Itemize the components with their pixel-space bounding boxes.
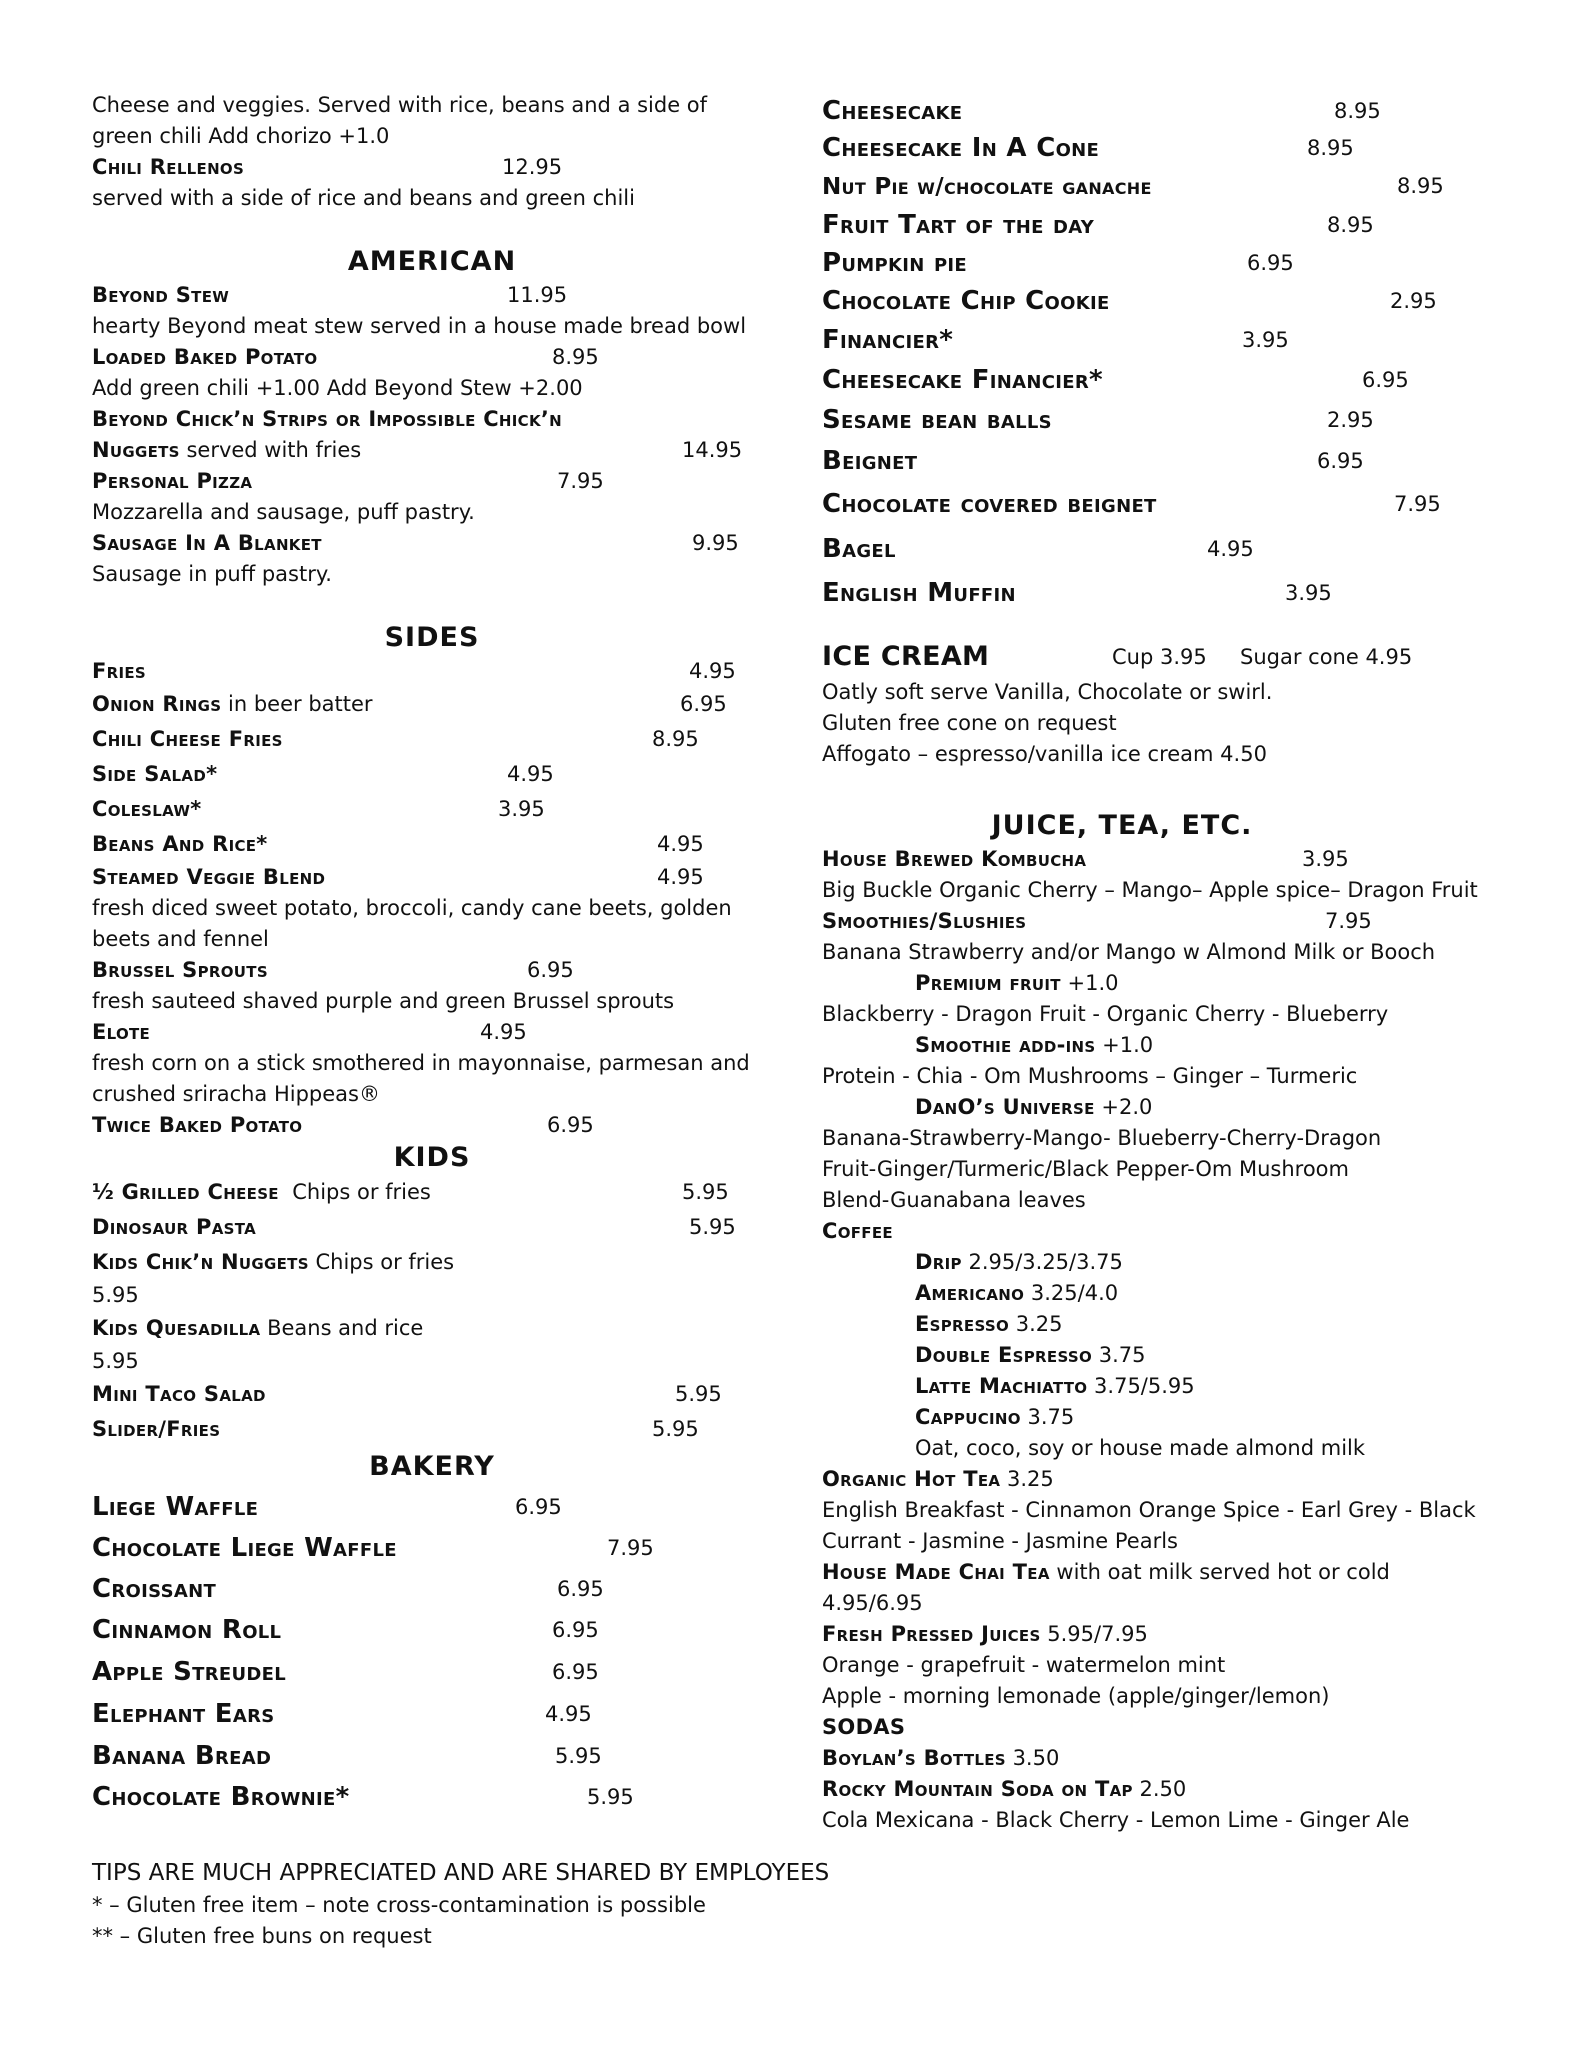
item-description: Protein - Chia - Om Mushrooms – Ginger – Turmeric xyxy=(822,1064,1358,1088)
item-name: House Brewed Kombucha xyxy=(822,847,1087,871)
menu-item xyxy=(822,571,1522,615)
item-note: Chips or fries xyxy=(315,1250,455,1274)
item-price: 5.95 xyxy=(92,1349,139,1373)
item-name: Dinosaur Pasta xyxy=(92,1215,256,1239)
item-description: Big Buckle Organic Cherry – Mango– Apple spice– Dragon Fruit xyxy=(822,878,1478,902)
item-name: Brussel Sprouts xyxy=(92,958,268,982)
item-name: Boylan’s Bottles xyxy=(822,1746,1006,1770)
menu-item-chili-rellenos xyxy=(92,152,772,183)
item-name: Cheesecake Financier* xyxy=(822,365,1103,395)
item-price: 7.95 xyxy=(1394,492,1441,516)
item-price: 6.95 xyxy=(680,692,727,716)
item-name: Americano xyxy=(915,1281,1025,1305)
item-name: Beyond Stew xyxy=(92,283,230,307)
item-price: 3.95 xyxy=(1302,847,1349,871)
item-description: Banana Strawberry and/or Mango w Almond Milk or Booch xyxy=(822,940,1436,964)
coffee-item xyxy=(822,1309,1522,1340)
menu-item xyxy=(92,1017,772,1048)
item-price: 5.95 xyxy=(587,1785,634,1809)
menu-item xyxy=(822,360,1522,400)
menu-item xyxy=(822,282,1522,320)
menu-item xyxy=(92,792,772,827)
item-name: Double Espresso xyxy=(915,1343,1093,1367)
item-description: fresh sauteed shaved purple and green Brussel sprouts xyxy=(92,989,675,1013)
menu-item-rocky-mountain xyxy=(822,1774,1522,1805)
item-description: Blackberry - Dragon Fruit - Organic Cherry - Blueberry xyxy=(822,1002,1389,1026)
ice-cream-heading-row xyxy=(822,637,1522,677)
section-heading-american: AMERICAN xyxy=(347,246,517,277)
menu-item xyxy=(92,955,772,986)
item-price: 7.95 xyxy=(1325,909,1372,933)
menu-item xyxy=(92,1651,772,1693)
menu-item xyxy=(822,244,1522,282)
menu-item xyxy=(92,1777,772,1817)
item-name: Cheesecake xyxy=(822,96,963,126)
item-note: in beer batter xyxy=(228,692,373,716)
item-note: with oat milk served hot or cold xyxy=(1056,1560,1390,1584)
item-price: 8.95 xyxy=(1307,136,1354,160)
item-price: 14.95 xyxy=(682,438,743,462)
ice-cream-line: Oatly soft serve Vanilla, Chocolate or swirl. xyxy=(822,680,1273,704)
gluten-free-note: * – Gluten free item – note cross-contamination is possible xyxy=(92,1893,706,1917)
item-price: 3.50 xyxy=(1012,1746,1060,1770)
menu-item xyxy=(92,1175,772,1210)
menu-item-hot-tea xyxy=(822,1464,1522,1495)
menu-item xyxy=(92,687,772,722)
item-price: 3.95 xyxy=(1285,581,1332,605)
menu-item xyxy=(822,400,1522,441)
item-price: 2.95 xyxy=(1390,289,1437,313)
item-price: 6.95 xyxy=(1317,449,1364,473)
item-price: 6.95 xyxy=(547,1113,594,1137)
item-name: Bagel xyxy=(822,534,896,564)
coffee-milk-options: Oat, coco, soy or house made almond milk xyxy=(915,1436,1366,1460)
menu-item xyxy=(822,527,1522,571)
menu-item xyxy=(822,441,1522,482)
section-heading-kids: KIDS xyxy=(393,1142,471,1173)
item-description: Banana-Strawberry-Mango- Blueberry-Cherry-Dragon Fruit-Ginger/Turmeric/Black Pepper-Om Mushroom Blend-Guanabana leaves xyxy=(822,1126,1382,1212)
item-name: Fries xyxy=(92,659,147,683)
item-price: 8.95 xyxy=(652,727,699,751)
item-description: Mozzarella and sausage, puff pastry. xyxy=(92,500,475,524)
menu-item xyxy=(92,1609,772,1651)
menu-item xyxy=(92,1527,772,1569)
item-name: Premium fruit xyxy=(915,971,1061,995)
cone-price: Sugar cone 4.95 xyxy=(1240,645,1413,669)
item-name: Coffee xyxy=(822,1219,893,1243)
menu-item xyxy=(92,656,772,687)
item-price: 3.95 xyxy=(1242,328,1289,352)
item-note: served with fries xyxy=(186,438,362,462)
item-name: SODAS xyxy=(822,1715,906,1739)
menu-item xyxy=(822,130,1522,166)
item-price: 5.95 xyxy=(689,1215,736,1239)
menu-item-premium-fruit xyxy=(822,968,1522,999)
cup-price: Cup 3.95 xyxy=(1112,645,1207,669)
menu-item xyxy=(822,320,1522,360)
item-name: Cappucino xyxy=(915,1405,1021,1429)
item-price: 6.95 xyxy=(552,1618,599,1642)
item-price: 7.95 xyxy=(607,1536,654,1560)
item-price: 6.95 xyxy=(515,1495,562,1519)
item-name: Rocky Mountain Soda on Tap xyxy=(822,1777,1133,1801)
item-name: Pumpkin pie xyxy=(822,248,968,278)
menu-item xyxy=(92,862,772,893)
item-price: 3.75 xyxy=(1098,1343,1146,1367)
item-price: 12.95 xyxy=(502,155,563,179)
item-price: 8.95 xyxy=(1397,174,1444,198)
menu-item xyxy=(92,1735,772,1777)
item-price: 5.95 xyxy=(92,1283,139,1307)
menu-item xyxy=(822,92,1522,130)
menu-item xyxy=(92,722,772,757)
item-price: 5.95/7.95 xyxy=(1047,1622,1148,1646)
coffee-item xyxy=(822,1247,1522,1278)
item-name: Chocolate covered beignet xyxy=(822,489,1157,519)
item-name: Drip xyxy=(915,1250,962,1274)
item-price: +2.0 xyxy=(1101,1095,1153,1119)
item-name: Personal Pizza xyxy=(92,469,253,493)
menu-item-smoothies xyxy=(822,906,1522,937)
item-name: Slider/Fries xyxy=(92,1417,221,1441)
item-price: 5.95 xyxy=(555,1744,602,1768)
item-name: Organic Hot Tea xyxy=(822,1467,1001,1491)
item-name: Fresh Pressed Juices xyxy=(822,1622,1041,1646)
item-price: 4.95/6.95 xyxy=(822,1591,923,1615)
coffee-item xyxy=(822,1278,1522,1309)
item-name: Kids Quesadilla xyxy=(92,1316,261,1340)
item-price: 11.95 xyxy=(507,283,568,307)
item-description: Orange - grapefruit - watermelon mint xyxy=(822,1653,1226,1677)
menu-item xyxy=(92,1245,772,1280)
footer xyxy=(92,1856,992,1952)
item-price: 3.75 xyxy=(1027,1405,1075,1429)
item-name: Chili Cheese Fries xyxy=(92,727,283,751)
item-name: Chili Rellenos xyxy=(92,155,245,179)
item-description: hearty Beyond meat stew served in a house made bread bowl xyxy=(92,314,747,338)
item-note: Beans and rice xyxy=(267,1316,424,1340)
item-price: 3.75/5.95 xyxy=(1094,1374,1195,1398)
item-price: 7.95 xyxy=(557,469,604,493)
item-price: 4.95 xyxy=(545,1702,592,1726)
item-name: Nut Pie w/chocolate ganache xyxy=(822,174,1152,200)
item-name: Financier* xyxy=(822,325,954,355)
menu-item xyxy=(92,1693,772,1735)
item-price: 6.95 xyxy=(552,1660,599,1684)
item-name: Beyond Chick’n Strips or Impossible Chick’n xyxy=(92,407,563,431)
item-name: Elote xyxy=(92,1020,151,1044)
item-name: Twice Baked Potato xyxy=(92,1113,303,1137)
item-price: +1.0 xyxy=(1102,1033,1154,1057)
item-name: Chocolate Brownie* xyxy=(92,1782,350,1812)
item-name: Chocolate Liege Waffle xyxy=(92,1533,397,1563)
item-name: House Made Chai Tea xyxy=(822,1560,1050,1584)
item-price: 4.95 xyxy=(689,659,736,683)
item-name: Elephant Ears xyxy=(92,1699,275,1729)
menu-item-kombucha xyxy=(822,844,1522,875)
item-name: Espresso xyxy=(915,1312,1010,1336)
item-price: +1.0 xyxy=(1067,971,1119,995)
menu-item-danos-universe xyxy=(822,1092,1522,1123)
item-price: 8.95 xyxy=(1327,213,1374,237)
gluten-free-buns-note: ** – Gluten free buns on request xyxy=(92,1924,432,1948)
item-price: 5.95 xyxy=(652,1417,699,1441)
menu-item xyxy=(92,1210,772,1245)
item-description: Add green chili +1.00 Add Beyond Stew +2.00 xyxy=(92,376,583,400)
item-note: Chips or fries xyxy=(292,1180,431,1204)
menu-item-juices xyxy=(822,1619,1522,1650)
item-price: 2.95/3.25/3.75 xyxy=(968,1250,1123,1274)
item-price: 4.95 xyxy=(657,832,704,856)
item-name: Apple Streudel xyxy=(92,1657,287,1687)
item-price: 6.95 xyxy=(527,958,574,982)
item-name: Banana Bread xyxy=(92,1741,272,1771)
menu-item xyxy=(92,1377,772,1412)
menu-item xyxy=(92,404,772,435)
menu-item-continued xyxy=(92,435,772,466)
item-price: 2.50 xyxy=(1139,1777,1187,1801)
item-name: Sesame bean balls xyxy=(822,405,1052,435)
section-heading-juice: JUICE, TEA, ETC. xyxy=(991,810,1253,841)
item-price: 6.95 xyxy=(1247,251,1294,275)
item-description: served with a side of rice and beans and green chili xyxy=(92,186,635,210)
menu-item xyxy=(92,1412,772,1447)
item-name: Smoothies/Slushies xyxy=(822,909,1027,933)
section-heading-sides: SIDES xyxy=(384,622,480,653)
menu-item xyxy=(92,1110,772,1141)
item-price: 8.95 xyxy=(1334,99,1381,123)
item-price: 4.95 xyxy=(1207,537,1254,561)
menu-item xyxy=(92,280,772,311)
coffee-heading xyxy=(822,1216,1522,1247)
menu-item-boylans xyxy=(822,1743,1522,1774)
item-price: 3.25/4.0 xyxy=(1030,1281,1119,1305)
menu-item xyxy=(92,528,772,559)
ice-cream-line: Affogato – espresso/vanilla ice cream 4.50 xyxy=(822,742,1267,766)
coffee-item xyxy=(822,1371,1522,1402)
item-price: 4.95 xyxy=(507,762,554,786)
menu-item xyxy=(92,342,772,373)
coffee-item xyxy=(822,1340,1522,1371)
item-description: Sausage in puff pastry. xyxy=(92,562,332,586)
item-name: Smoothie add-ins xyxy=(915,1033,1096,1057)
item-description: Cola Mexicana - Black Cherry - Lemon Lime - Ginger Ale xyxy=(822,1808,1410,1832)
menu-item xyxy=(822,482,1522,527)
menu-item xyxy=(92,1487,772,1527)
item-name: Sausage In A Blanket xyxy=(92,531,322,555)
menu-item-smoothie-addins xyxy=(822,1030,1522,1061)
item-name: Nuggets xyxy=(92,438,180,462)
menu-item xyxy=(92,1311,772,1346)
item-name: Coleslaw* xyxy=(92,797,202,821)
item-name: Liege Waffle xyxy=(92,1492,259,1522)
item-name: Croissant xyxy=(92,1574,217,1604)
item-price: 4.95 xyxy=(657,865,704,889)
item-price: 6.95 xyxy=(557,1577,604,1601)
coffee-item xyxy=(822,1402,1522,1433)
item-name: Latte Machiatto xyxy=(915,1374,1088,1398)
item-name: Beans And Rice* xyxy=(92,832,268,856)
item-name: Side Salad* xyxy=(92,762,218,786)
menu-item-chai xyxy=(822,1557,1522,1588)
item-name: Cinnamon Roll xyxy=(92,1615,282,1645)
sodas-heading xyxy=(822,1712,1522,1743)
section-heading-ice-cream: ICE CREAM xyxy=(822,641,990,672)
menu-item xyxy=(92,827,772,862)
item-price: 3.95 xyxy=(498,797,545,821)
right-column xyxy=(822,92,1522,1836)
menu-item xyxy=(822,166,1522,206)
tips-note: TIPS ARE MUCH APPRECIATED AND ARE SHARED BY EMPLOYEES xyxy=(92,1860,830,1886)
item-price: 9.95 xyxy=(692,531,739,555)
section-heading-bakery: BAKERY xyxy=(369,1451,495,1482)
item-description: fresh corn on a stick smothered in mayonnaise, parmesan and crushed sriracha Hippeas® xyxy=(92,1051,750,1106)
item-price: 3.25 xyxy=(1015,1312,1063,1336)
item-price: 5.95 xyxy=(682,1180,729,1204)
item-name: Kids Chik’n Nuggets xyxy=(92,1250,309,1274)
item-name: ½ Grilled Cheese xyxy=(92,1180,279,1204)
item-price: 4.95 xyxy=(480,1020,527,1044)
item-name: Steamed Veggie Blend xyxy=(92,865,326,889)
item-price: 5.95 xyxy=(675,1382,722,1406)
menu-item xyxy=(92,757,772,792)
menu-item xyxy=(92,1569,772,1609)
item-price: 3.25 xyxy=(1007,1467,1054,1491)
item-description: Apple - morning lemonade (apple/ginger/lemon) xyxy=(822,1684,1330,1708)
left-column xyxy=(92,90,772,1817)
item-name: Cheesecake In A Cone xyxy=(822,133,1100,163)
item-name: Chocolate Chip Cookie xyxy=(822,286,1110,316)
item-description: fresh diced sweet potato, broccoli, candy cane beets, golden beets and fennel xyxy=(92,896,732,951)
item-price: 2.95 xyxy=(1327,408,1374,432)
intro-description: Cheese and veggies. Served with rice, beans and a side of green chili Add chorizo +1.0 xyxy=(92,93,708,148)
menu-item xyxy=(92,466,772,497)
item-description: English Breakfast - Cinnamon Orange Spice - Earl Grey - Black Currant - Jasmine - Jasmine Pearls xyxy=(822,1498,1476,1553)
item-name: Loaded Baked Potato xyxy=(92,345,318,369)
item-price: 8.95 xyxy=(552,345,599,369)
item-name: English Muffin xyxy=(822,578,1016,608)
item-name: Onion Rings xyxy=(92,692,222,716)
item-price: 6.95 xyxy=(1362,368,1409,392)
item-name: Fruit Tart of the day xyxy=(822,210,1095,240)
ice-cream-line: Gluten free cone on request xyxy=(822,711,1117,735)
item-name: Beignet xyxy=(822,446,918,476)
item-name: Mini Taco Salad xyxy=(92,1382,266,1406)
menu-item xyxy=(822,206,1522,244)
item-name: DanO’s Universe xyxy=(915,1095,1095,1119)
